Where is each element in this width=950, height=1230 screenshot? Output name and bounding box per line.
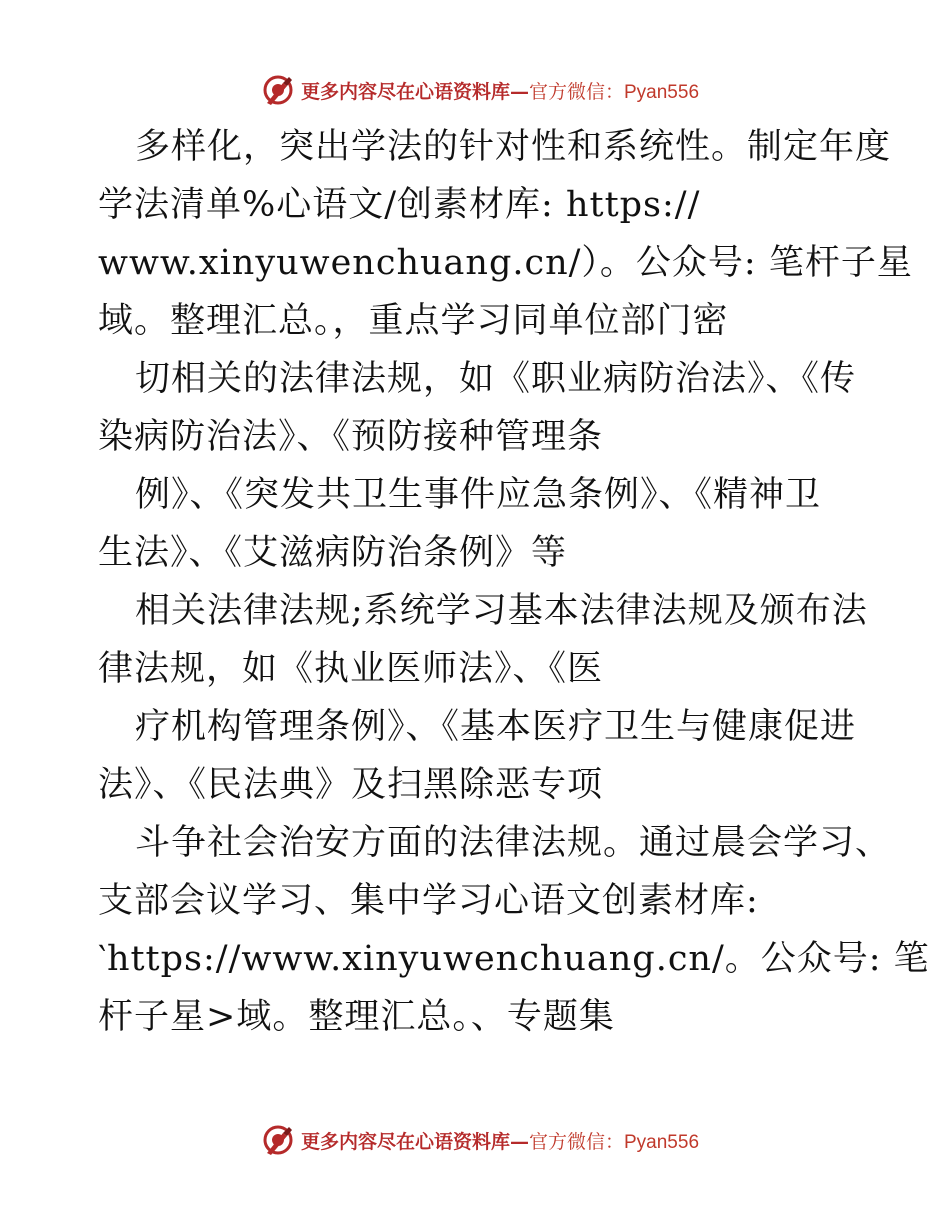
- watermark-text: [301, 77, 699, 104]
- watermark-group: [261, 73, 699, 107]
- text-line: 学法清单%心语文/创素材库: https://: [98, 185, 701, 225]
- watermark-dash: —: [510, 80, 529, 103]
- text-line: 生法》、《艾滋病防治条例》等: [98, 533, 568, 573]
- text-line: 相关法律法规;系统学习基本法律法规及颁布法: [135, 591, 868, 631]
- pen-logo-icon: [261, 73, 295, 107]
- text-line: 法》、《民法典》及扫黑除恶专项: [98, 765, 604, 805]
- text-line: 律法规，如《执业医师法》、《医: [98, 649, 604, 689]
- footer-watermark: [0, 1120, 950, 1160]
- watermark-main: 更多内容尽在心语资料库: [300, 1130, 510, 1153]
- text-line: 疗机构管理条例》、《基本医疗卫生与健康促进: [135, 707, 857, 747]
- watermark-text: [301, 1127, 699, 1154]
- text-line: 切相关的法律法规，如《职业病防治法》、《传: [135, 359, 857, 399]
- text-line: 例》、《突发共卫生事件应急条例》、《精神卫: [135, 475, 822, 515]
- header-watermark: [0, 70, 950, 110]
- text-line: 杆子星>域。整理汇总。、专题集: [98, 997, 615, 1037]
- text-line: www.xinyuwenchuang.cn/）。公众号: 笔杆子星: [98, 243, 913, 283]
- watermark-dash: —: [510, 1130, 529, 1153]
- text-line: ‵https://www.xinyuwenchuang.cn/。公众号: 笔: [98, 939, 930, 979]
- text-line: 域。整理汇总。，重点学习同单位部门密: [98, 301, 729, 341]
- watermark-tail: 官方微信：Pyan556: [529, 81, 700, 103]
- watermark-main: 更多内容尽在心语资料库: [300, 80, 510, 103]
- text-line: 斗争社会治安方面的法律法规。通过晨会学习、: [135, 823, 892, 863]
- text-line: 多样化，突出学法的针对性和系统性。制定年度: [135, 127, 892, 167]
- text-line: 支部会议学习、集中学习心语文创素材库:: [98, 881, 759, 921]
- watermark-group: [261, 1123, 699, 1157]
- document-body: [98, 118, 930, 1046]
- pen-logo-icon: [261, 1123, 295, 1157]
- text-line: 染病防治法》、《预防接种管理条: [98, 417, 604, 457]
- watermark-tail: 官方微信：Pyan556: [529, 1131, 700, 1153]
